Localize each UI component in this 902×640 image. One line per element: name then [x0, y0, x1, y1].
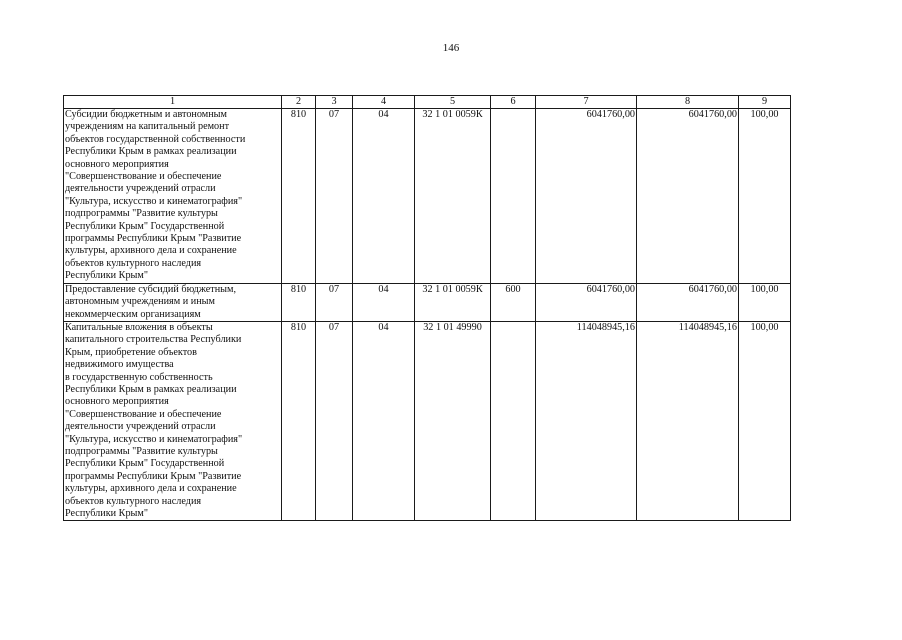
expense-type-code: 600 — [491, 283, 536, 321]
table-row — [64, 283, 791, 321]
column-header: 7 — [536, 96, 637, 109]
target-article-code: 32 1 01 49990 — [415, 321, 491, 521]
header-row — [64, 96, 791, 109]
target-article-code: 32 1 01 0059К — [415, 109, 491, 284]
executed-amount: 114048945,16 — [637, 321, 739, 521]
column-header: 4 — [353, 96, 415, 109]
column-header: 5 — [415, 96, 491, 109]
planned-amount: 6041760,00 — [536, 109, 637, 284]
executed-amount: 6041760,00 — [637, 109, 739, 284]
row-name: Субсидии бюджетным и автономным учреждениям на капитальный ремонт объектов государственной собственности Республики Крым в рамках реализации основного мероприятия "Совершенствование и обеспечение деятельности учреждений отрасли "Культура, искусство и кинематография" подпрограммы "Развитие культуры Республики Крым" Государственной программы Республики Крым "Развитие культуры, архивного дела и сохранение объектов культурного наследия Республики Крым" — [64, 109, 282, 284]
target-article-code: 32 1 01 0059К — [415, 283, 491, 321]
table-row — [64, 321, 791, 521]
budget-table — [63, 95, 791, 521]
section-code: 07 — [316, 283, 353, 321]
column-header: 3 — [316, 96, 353, 109]
column-header: 8 — [637, 96, 739, 109]
ministry-code: 810 — [282, 109, 316, 284]
column-header: 1 — [64, 96, 282, 109]
planned-amount: 114048945,16 — [536, 321, 637, 521]
subsection-code: 04 — [353, 109, 415, 284]
expense-type-code — [491, 321, 536, 521]
row-name: Капитальные вложения в объекты капитального строительства Республики Крым, приобретение объектов недвижимого имущества в государственную собственность Республики Крым в рамках реализации основного мероприятия "Совершенствование и обеспечение деятельности учреждений отрасли "Культура, искусство и кинематография" подпрограммы "Развитие культуры Республики Крым" Государственной программы Республики Крым "Развитие культуры, архивного дела и сохранение объектов культурного наследия Республики Крым" — [64, 321, 282, 521]
ministry-code: 810 — [282, 321, 316, 521]
execution-percent: 100,00 — [739, 321, 791, 521]
section-code: 07 — [316, 321, 353, 521]
column-header: 6 — [491, 96, 536, 109]
column-header: 2 — [282, 96, 316, 109]
section-code: 07 — [316, 109, 353, 284]
page-number: 146 — [442, 42, 460, 54]
planned-amount: 6041760,00 — [536, 283, 637, 321]
executed-amount: 6041760,00 — [637, 283, 739, 321]
execution-percent: 100,00 — [739, 109, 791, 284]
execution-percent: 100,00 — [739, 283, 791, 321]
table-row — [64, 109, 791, 284]
expense-type-code — [491, 109, 536, 284]
subsection-code: 04 — [353, 321, 415, 521]
subsection-code: 04 — [353, 283, 415, 321]
ministry-code: 810 — [282, 283, 316, 321]
row-name: Предоставление субсидий бюджетным, автономным учреждениям и иным некоммерческим организациям — [64, 283, 282, 321]
column-header: 9 — [739, 96, 791, 109]
